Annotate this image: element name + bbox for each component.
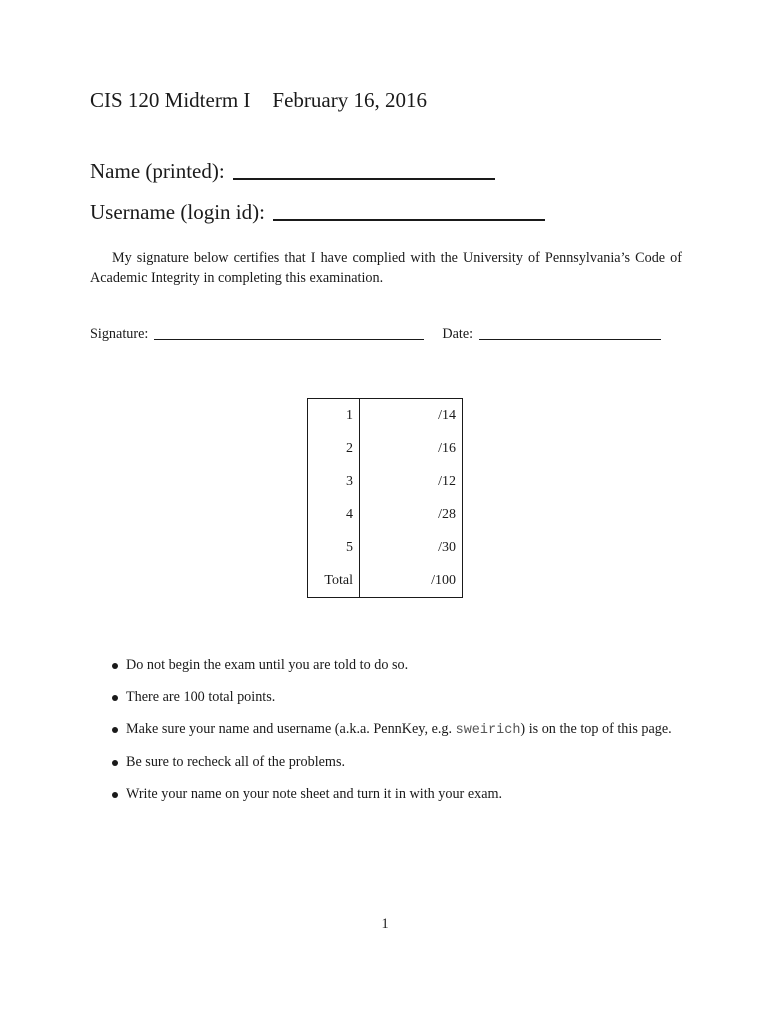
signature-label: Signature: <box>90 326 149 342</box>
list-item <box>108 688 686 707</box>
exam-title <box>90 88 427 113</box>
question-number: 4 <box>308 498 360 531</box>
signature-row <box>90 326 661 343</box>
list-item <box>108 753 686 772</box>
list-item <box>108 720 686 740</box>
name-field <box>90 159 495 184</box>
total-points: /100 <box>360 564 463 598</box>
question-number: 3 <box>308 465 360 498</box>
username-label: Username (login id): <box>90 200 265 224</box>
name-label: Name (printed): <box>90 159 225 183</box>
username-blank[interactable] <box>273 218 545 221</box>
table-row <box>308 465 463 498</box>
table-row <box>308 432 463 465</box>
table-row <box>308 531 463 564</box>
list-item <box>108 656 686 675</box>
question-number: 5 <box>308 531 360 564</box>
signature-blank[interactable] <box>154 338 424 340</box>
table-row <box>308 399 463 433</box>
table-row-total <box>308 564 463 598</box>
question-number: 1 <box>308 399 360 433</box>
instruction-text: Be sure to recheck all of the problems. <box>126 754 346 770</box>
course-title: CIS 120 Midterm I <box>90 88 251 112</box>
list-item <box>108 785 686 804</box>
question-points: /16 <box>360 432 463 465</box>
exam-date: February 16, 2016 <box>272 88 427 112</box>
example-pennkey: sweirich <box>455 723 521 738</box>
score-table <box>307 398 463 598</box>
question-points: /12 <box>360 465 463 498</box>
instruction-text: Make sure your name and username (a.k.a. PennKey, e.g. <box>126 721 456 737</box>
date-blank[interactable] <box>479 338 661 340</box>
question-points: /14 <box>360 399 463 433</box>
question-points: /30 <box>360 531 463 564</box>
name-blank[interactable] <box>233 177 495 180</box>
question-points: /28 <box>360 498 463 531</box>
integrity-statement: My signature below certifies that I have complied with the University of Pennsylvania’s Code of Academic Integrity in completing this examination. <box>90 250 682 286</box>
table-row <box>308 498 463 531</box>
username-field <box>90 200 545 225</box>
page-number: 1 <box>381 916 389 932</box>
instruction-text: There are 100 total points. <box>126 689 276 705</box>
instruction-text: Write your name on your note sheet and turn it in with your exam. <box>126 786 503 802</box>
instruction-text: ) is on the top of this page. <box>520 721 672 737</box>
question-number: 2 <box>308 432 360 465</box>
total-label: Total <box>308 564 360 598</box>
date-label: Date: <box>442 326 474 342</box>
instructions-list <box>108 656 686 817</box>
instruction-text: Do not begin the exam until you are told to do so. <box>126 657 409 673</box>
